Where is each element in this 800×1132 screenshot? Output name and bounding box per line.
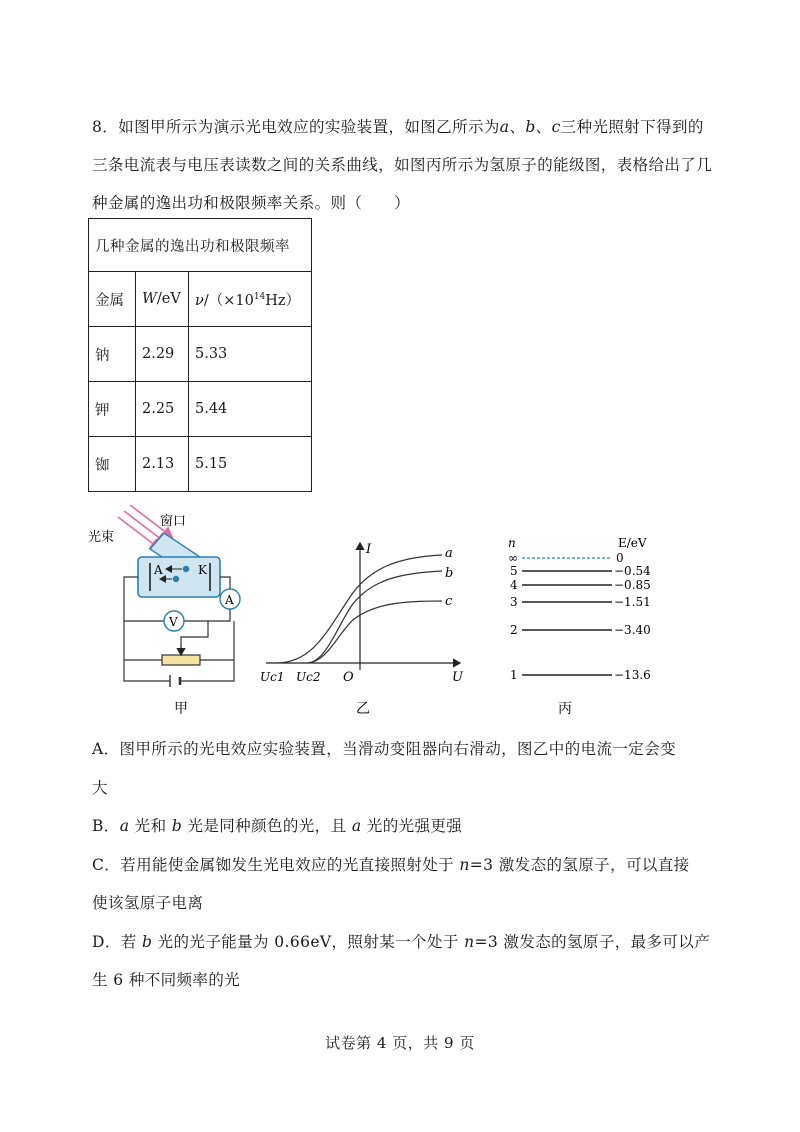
header-frequency: $\nu/(\times 10^{14}Hz)$ [189, 272, 312, 327]
option-c-cont: 使该氢原子电离 [92, 894, 204, 912]
light-beam-label: 光束 [88, 530, 115, 545]
curve-a [276, 555, 442, 663]
uc2-label: Uc2 [296, 670, 321, 684]
e-label: E/eV [618, 536, 647, 550]
curve-c [308, 601, 442, 663]
header-work-function: W/eV [136, 272, 189, 327]
table-row: 钾 2.25 5.44 [89, 382, 312, 437]
ammeter-label: A [225, 593, 234, 607]
electron [183, 566, 189, 572]
table-title-row [89, 219, 312, 272]
option-a-cont: 大 [92, 778, 108, 797]
level-e: −1.51 [614, 595, 651, 609]
options [92, 730, 742, 1000]
electron [173, 576, 179, 582]
option-c: C．若用能使金属铷发生光电效应的光直接照射处于 n=3 激发态的氢原子，可以直接 [92, 855, 690, 874]
curve-b [308, 571, 442, 663]
table-row: 钠 2.29 5.33 [89, 327, 312, 382]
voltmeter-label: V [169, 615, 178, 629]
figures [80, 505, 720, 720]
metal-table [88, 218, 312, 492]
i-axis-label: I [366, 542, 372, 557]
window-label: 窗口 [160, 514, 187, 529]
caption-jia: 甲 [174, 701, 188, 717]
cathode-label: K [198, 563, 207, 577]
option-d-cont: 生 6 种不同频率的光 [92, 971, 241, 989]
question-number: 8． [92, 118, 119, 136]
level-e: −0.85 [614, 578, 651, 592]
level-e: −13.6 [614, 668, 651, 682]
figure-bing [508, 536, 651, 717]
anode-label: A [154, 563, 163, 577]
figure-yi [260, 542, 464, 717]
option-a: A．图甲所示的光电效应实验装置，当滑动变阻器向右滑动，图乙中的电流一定会变 [92, 740, 677, 758]
level-n: 5 [510, 564, 518, 578]
question-line-3: 种金属的逸出功和极限频率关系。则（ ） [92, 194, 411, 212]
option-d: D．若 b 光的光子能量为 0.66eV，照射某一个处于 n=3 激发态的氢原子，最多可以产 [92, 932, 711, 951]
figure-jia [88, 505, 240, 717]
u-axis-label: U [452, 670, 463, 685]
figures-svg [80, 505, 720, 720]
level-n: 3 [510, 595, 518, 609]
uc1-label: Uc1 [260, 670, 285, 684]
level-n: 1 [510, 668, 518, 682]
level-e: −3.40 [614, 623, 651, 637]
question-stem [92, 108, 732, 222]
origin-label: O [343, 670, 354, 685]
table-header-row [89, 272, 312, 327]
table-title: 几种金属的逸出功和极限频率 [89, 219, 312, 272]
level-n: ∞ [508, 551, 518, 565]
question-line-1: 8．如图甲所示为演示光电效应的实验装置，如图乙所示为a、b、c三种光照射下得到的 [92, 118, 704, 136]
rheostat [162, 655, 200, 665]
caption-yi: 乙 [356, 701, 370, 717]
n-label: n [508, 536, 516, 550]
level-n: 2 [510, 623, 518, 637]
curve-b-label: b [445, 566, 454, 581]
table-row: 铷 2.13 5.15 [89, 437, 312, 492]
curve-a-label: a [445, 546, 453, 561]
curve-c-label: c [445, 594, 453, 609]
page-footer: 试卷第 4 页，共 9 页 [325, 1034, 475, 1052]
caption-bing: 丙 [558, 701, 572, 717]
level-e: 0 [616, 551, 624, 565]
question-line-2: 三条电流表与电压表读数之间的关系曲线，如图丙所示为氢原子的能级图，表格给出了几 [92, 156, 713, 174]
level-e: −0.54 [614, 564, 651, 578]
header-metal: 金属 [89, 272, 136, 327]
level-n: 4 [510, 578, 518, 592]
option-b: B．a 光和 b 光是同种颜色的光，且 a 光的光强更强 [92, 817, 463, 835]
